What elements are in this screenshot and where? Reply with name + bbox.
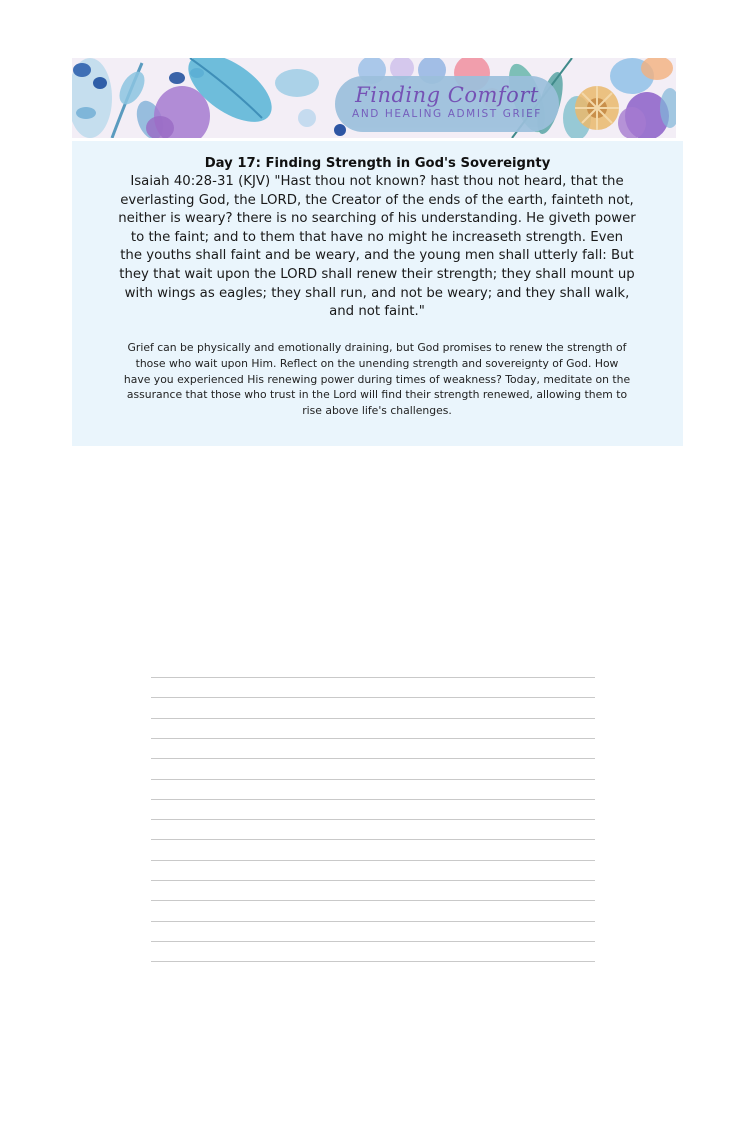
journal-line	[151, 921, 595, 922]
day-title: Day 17: Finding Strength in God's Sovereignty	[204, 156, 551, 171]
header-banner	[72, 58, 676, 138]
journal-line	[151, 697, 595, 698]
journal-line	[151, 677, 595, 678]
journal-line	[151, 900, 595, 901]
reflection-text: Grief can be physically and emotionally draining, but God promises to renew the strength of those who wait upon Him. Reflect on the unending strength and sovereignty of God. How have you experienced His renewing power during times of weakness? Today, meditate on the assurance that those who trust in the Lord will find their strength renewed, allowing them to rise above life's challenges.	[123, 341, 631, 418]
journal-line	[151, 880, 595, 881]
journal-line	[151, 758, 595, 759]
banner-title: Finding Comfort	[355, 83, 539, 107]
journal-line	[151, 839, 595, 840]
scripture-passage: Isaiah 40:28-31 (KJV) "Hast thou not known? hast thou not heard, that the everlasting God, the LORD, the Creator of the ends of the earth, fainteth not, neither is weary? there is no searching of his understanding. He giveth power to the faint; and to them that have no might he increaseth strength. Even the youths shall faint and be weary, and the young men shall utterly fall: But they that wait upon the LORD shall renew their strength; they shall mount up with wings as eagles; they shall run, and not be weary; and they shall walk, and not faint."	[118, 174, 636, 320]
banner-subtitle: AND HEALING ADMIST GRIEF	[352, 108, 542, 120]
journal-line	[151, 860, 595, 861]
journal-line	[151, 819, 595, 820]
banner-title-plate	[335, 76, 559, 132]
devotional-card	[72, 141, 683, 446]
journal-line	[151, 738, 595, 739]
journal-line	[151, 799, 595, 800]
journal-line	[151, 718, 595, 719]
journal-line	[151, 941, 595, 942]
journal-line	[151, 961, 595, 962]
journal-line	[151, 779, 595, 780]
